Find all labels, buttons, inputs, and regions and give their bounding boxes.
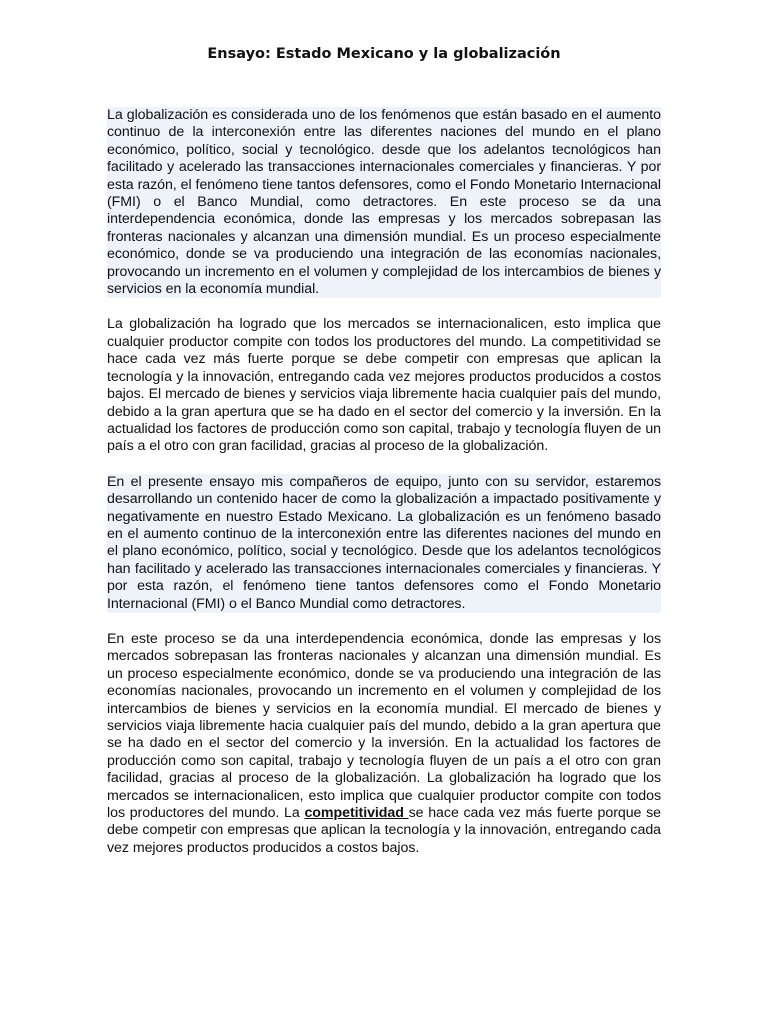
paragraph-4-text-end: se hace cada vez más fuerte porque se debe competir con empresas que aplican la tecnología y la innovación, entregando cada vez mejores productos producidos a costos bajos.	[107, 805, 662, 856]
paragraph-4-text-start: En este proceso se da una interdependencia económica, donde las empresas y los mercados sobrepasan las fronteras nacionales y alcanzan una dimensión mundial. Es un proceso especialmente económico, donde se va produciendo una integración de las economías nacionales, provocando un incremento en el volumen y complejidad de los intercambios de bienes y servicios en la economía mundial. El mercado de bienes y servicios viaja libremente hacia cualquier país del mundo, debido a la gran apertura que se ha dado en el sector del comercio y la inversión. En la actualidad los factores de producción como son capital, trabajo y tecnología fluyen de un país a el otro con gran facilidad, gracias al proceso de la globalización. La globalización ha logrado que los mercados se internacionalicen, esto implica que cualquier productor compite con todos los productores del mundo. La	[107, 630, 661, 822]
document-body	[107, 107, 661, 875]
paragraph-1: La globalización es considerada uno de los fenómenos que están basado en el aumento continuo de la interconexión entre las diferentes naciones del mundo en el plano económico, político, social y tecnológico. desde que los adelantos tecnológicos han facilitado y acelerado las transacciones internacionales comerciales y financieras. Y por esta razón, el fenómeno tiene tantos defensores, como el Fondo Monetario Internacional (FMI) o el Banco Mundial, como detractores. En este proceso se da una interdependencia económica, donde las empresas y los mercados sobrepasan las fronteras nacionales y alcanzan una dimensión mundial. Es un proceso especialmente económico, donde se va produciendo una integración de las economías nacionales, provocando un incremento en el volumen y complejidad de los intercambios de bienes y servicios en la economía mundial.	[107, 107, 661, 298]
paragraph-4	[107, 631, 661, 857]
competitividad-link[interactable]: competitividad	[304, 805, 409, 822]
document-title: Ensayo: Estado Mexicano y la globalización	[207, 46, 561, 62]
paragraph-2: La globalización ha logrado que los mercados se internacionalicen, esto implica que cualquier productor compite con todos los productores del mundo. La competitividad se hace cada vez más fuerte porque se debe competir con empresas que aplican la tecnología y la innovación, entregando cada vez mejores productos producidos a costos bajos. El mercado de bienes y servicios viaja libremente hacia cualquier país del mundo, debido a la gran apertura que se ha dado en el sector del comercio y la inversión. En la actualidad los factores de producción como son capital, trabajo y tecnología fluyen de un país a el otro con gran facilidad, gracias al proceso de la globalización.	[107, 316, 661, 455]
paragraph-3: En el presente ensayo mis compañeros de equipo, junto con su servidor, estaremos desarrollando un contenido hacer de como la globalización a impactado positivamente y negativamente en nuestro Estado Mexicano. La globalización es un fenómeno basado en el aumento continuo de la interconexión entre las diferentes naciones del mundo en el plano económico, político, social y tecnológico. Desde que los adelantos tecnológicos han facilitado y acelerado las transacciones internacionales comerciales y financieras. Y por esta razón, el fenómeno tiene tantos defensores como el Fondo Monetario Internacional (FMI) o el Banco Mundial como detractores.	[107, 473, 661, 612]
